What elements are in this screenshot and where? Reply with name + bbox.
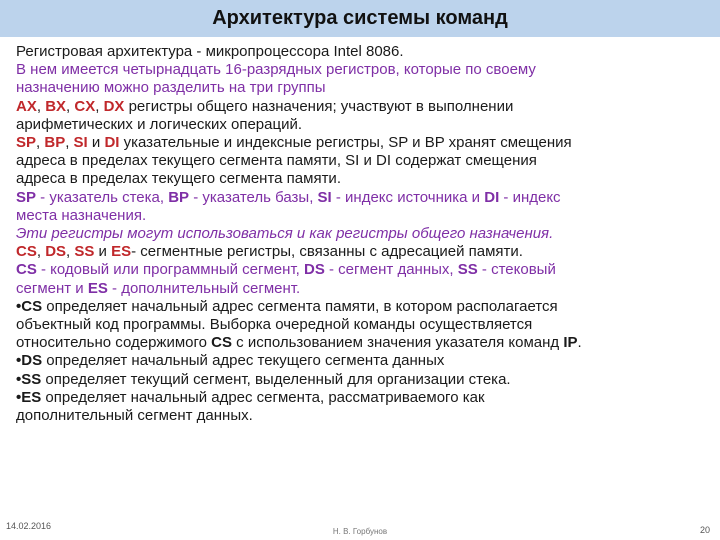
- text-segment: определяет начальный адрес текущего сегмента данных: [42, 352, 445, 370]
- text-segment: ,: [66, 97, 75, 115]
- text-line: [16, 61, 706, 79]
- text-segment: - индекс источника и: [331, 188, 485, 206]
- text-segment: SS: [457, 261, 478, 279]
- text-segment: - кодовый или программный сегмент,: [36, 261, 304, 279]
- text-line: [16, 43, 706, 61]
- text-segment: - указатель стека,: [36, 188, 169, 206]
- title-bar: [0, 0, 720, 37]
- text-segment: CS: [211, 334, 232, 352]
- text-segment: арифметических и логических операций.: [16, 115, 303, 133]
- text-segment: BP: [44, 134, 66, 152]
- text-segment: дополнительный сегмент данных.: [16, 407, 253, 425]
- text-line: [16, 243, 706, 261]
- text-line: [16, 134, 706, 152]
- text-line: [16, 261, 706, 279]
- text-segment: DS: [45, 243, 67, 261]
- text-line: [16, 79, 706, 97]
- text-segment: ES: [111, 243, 132, 261]
- text-line: [16, 334, 706, 352]
- footer-author: Н. В. Горбунов: [332, 527, 388, 536]
- text-segment: объектный код программы. Выборка очередной команды осуществляется: [16, 316, 533, 334]
- text-segment: ,: [36, 134, 45, 152]
- text-segment: Регистровая архитектура: [16, 43, 193, 60]
- slide-title: Архитектура системы команд: [212, 7, 508, 29]
- footer-date: 14.02.2016: [6, 521, 52, 531]
- text-segment: •ES: [16, 388, 42, 406]
- text-line: [16, 170, 706, 188]
- text-line: [16, 116, 706, 134]
- text-segment: - микропроцессора Intel 8086.: [192, 43, 404, 60]
- text-segment: .: [577, 334, 582, 352]
- text-segment: SI: [73, 134, 88, 152]
- text-segment: •DS: [16, 352, 43, 370]
- text-segment: определяет начальный адрес сегмента памяти, в котором располагается: [42, 297, 558, 315]
- text-segment: DX: [103, 97, 125, 115]
- text-segment: Эти регистры могут использоваться и как регистры общего назначения.: [16, 225, 554, 243]
- text-segment: ,: [36, 243, 46, 261]
- text-segment: ES: [87, 279, 108, 297]
- text-segment: - стековый: [477, 261, 556, 279]
- text-line: [16, 352, 706, 370]
- text-segment: SI: [317, 188, 332, 206]
- text-segment: CX: [74, 97, 96, 115]
- text-line: [16, 389, 706, 407]
- text-segment: - сегмент данных,: [324, 261, 458, 279]
- text-segment: CS: [16, 243, 37, 261]
- text-line: [16, 189, 706, 207]
- text-segment: ,: [95, 97, 104, 115]
- text-segment: AX: [16, 97, 37, 115]
- text-line: [16, 280, 706, 298]
- text-segment: сегмент и: [16, 279, 88, 297]
- text-line: [16, 225, 706, 243]
- slide-body: [16, 43, 706, 425]
- text-segment: ,: [66, 243, 75, 261]
- text-line: [16, 207, 706, 225]
- text-segment: •CS: [16, 297, 43, 315]
- text-segment: назначению можно разделить на три группы: [16, 79, 326, 97]
- text-segment: указательные и индексные регистры, SP и BP хранят смещения: [119, 134, 572, 152]
- text-segment: DS: [303, 261, 325, 279]
- text-line: [16, 371, 706, 389]
- text-segment: DI: [104, 134, 120, 152]
- text-line: [16, 316, 706, 334]
- text-segment: SS: [74, 243, 95, 261]
- text-segment: - дополнительный сегмент.: [107, 279, 301, 297]
- text-segment: IP: [563, 334, 578, 352]
- text-segment: адреса в пределах текущего сегмента памяти.: [16, 170, 341, 188]
- text-segment: BP: [168, 188, 190, 206]
- text-segment: В нем имеется четырнадцать 16-разрядных регистров, которые по своему: [16, 61, 536, 79]
- text-segment: SP: [16, 134, 37, 152]
- text-segment: относительно содержимого: [16, 334, 212, 352]
- text-segment: •SS: [16, 370, 42, 388]
- page-number: 20: [699, 525, 710, 535]
- text-segment: ,: [36, 97, 46, 115]
- text-segment: BX: [45, 97, 67, 115]
- text-segment: SP: [16, 188, 37, 206]
- text-segment: ,: [65, 134, 74, 152]
- text-segment: определяет текущий сегмент, выделенный для организации стека.: [41, 370, 511, 388]
- text-line: [16, 152, 706, 170]
- text-segment: и: [94, 243, 112, 261]
- text-segment: адреса в пределах текущего сегмента памяти, SI и DI содержат смещения: [16, 152, 537, 170]
- text-segment: и: [87, 134, 105, 152]
- text-segment: с использованием значения указателя команд: [231, 334, 564, 352]
- text-line: [16, 98, 706, 116]
- text-segment: - индекс: [499, 188, 561, 206]
- text-segment: CS: [16, 261, 37, 279]
- text-segment: - указатель базы,: [189, 188, 318, 206]
- text-segment: регистры общего назначения; участвуют в выполнении: [124, 97, 514, 115]
- text-line: [16, 298, 706, 316]
- text-segment: DI: [484, 188, 500, 206]
- text-line: [16, 407, 706, 425]
- text-segment: - сегментные регистры, связанны с адресацией памяти.: [131, 243, 523, 261]
- text-segment: места назначения.: [16, 206, 147, 224]
- text-segment: определяет начальный адрес сегмента, рассматриваемого как: [41, 388, 485, 406]
